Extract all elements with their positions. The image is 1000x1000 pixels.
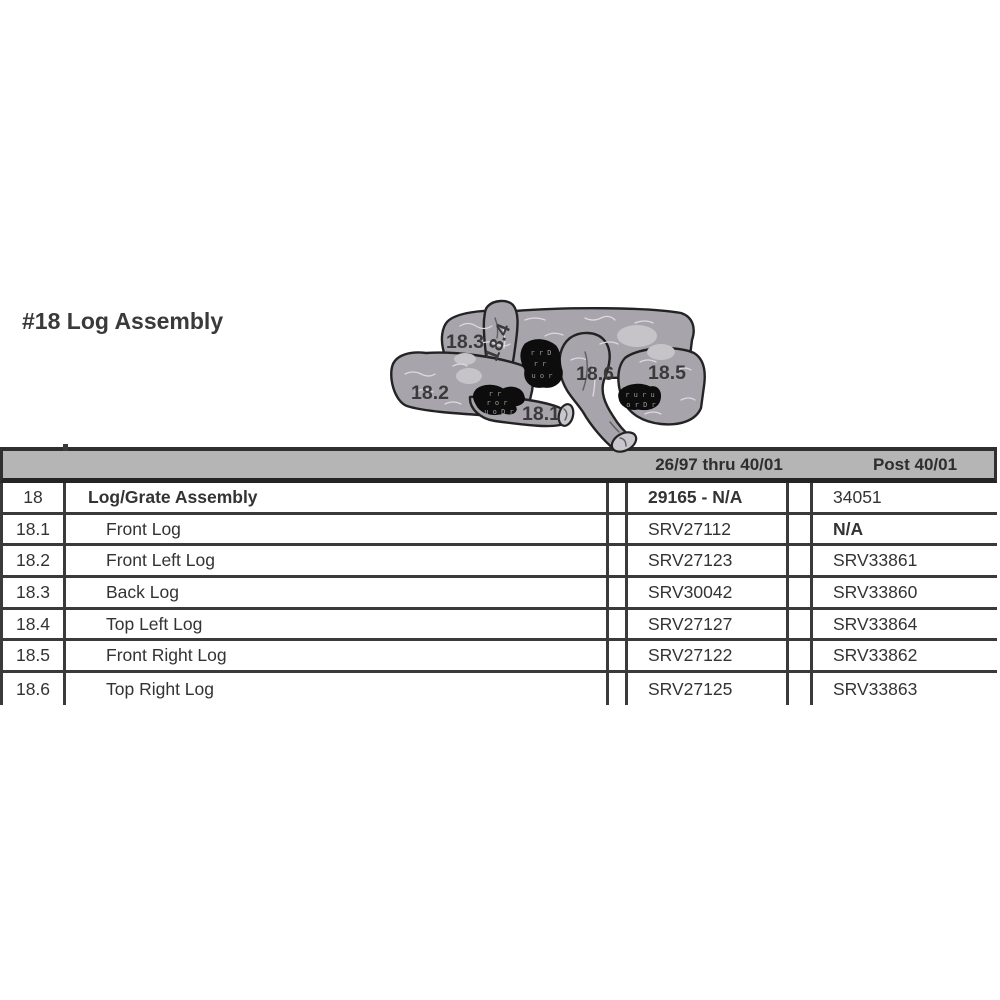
row-part-early-range: SRV30042 (628, 578, 789, 607)
column-spacer (609, 515, 628, 544)
char-texture: u o D r (484, 408, 514, 416)
table-row (0, 515, 997, 547)
char-texture: r r (488, 390, 502, 398)
row-description: Top Right Log (66, 673, 609, 705)
row-item-number: 18.1 (3, 515, 66, 544)
char-texture: r r (533, 360, 547, 368)
table-row (0, 578, 997, 610)
label-front-right-log: 18.5 (648, 362, 686, 384)
bark-highlight (454, 353, 476, 365)
column-spacer (609, 578, 628, 607)
column-header-early-range: 26/97 thru 40/01 (655, 455, 783, 474)
label-top-left-log: 18.4 (480, 320, 516, 365)
char-texture: r r D (530, 349, 552, 357)
bark-highlight (647, 344, 675, 360)
table-row (0, 610, 997, 642)
column-spacer (789, 641, 813, 670)
column-spacer (789, 546, 813, 575)
column-spacer (609, 610, 628, 639)
row-part-late-range: SRV33860 (833, 581, 918, 602)
column-spacer (609, 483, 628, 512)
row-item-number: 18.3 (3, 578, 66, 607)
row-part-late-range: SRV33862 (833, 645, 918, 666)
row-part-late-range: SRV33864 (833, 613, 918, 634)
column-header-late-range: Post 40/01 (872, 455, 958, 474)
row-description: Front Right Log (66, 641, 609, 670)
row-part-early-range: SRV27125 (628, 673, 789, 705)
table-row (0, 483, 997, 515)
row-part-early-range: SRV27122 (628, 641, 789, 670)
column-spacer (789, 515, 813, 544)
table-row (0, 546, 997, 578)
row-item-number: 18.2 (3, 546, 66, 575)
parts-table-rows (0, 483, 997, 705)
column-spacer (609, 641, 628, 670)
row-description: Front Log (66, 515, 609, 544)
column-spacer (789, 578, 813, 607)
row-part-late-range: SRV33861 (833, 550, 918, 571)
char-texture: o r D r (626, 401, 656, 409)
log-assembly-drawing (385, 296, 715, 462)
row-part-late-range: SRV33863 (833, 678, 918, 699)
bark-highlight (456, 368, 482, 384)
row-part-early-range: SRV27112 (628, 515, 789, 544)
row-part-early-range: SRV27127 (628, 610, 789, 639)
column-spacer (609, 673, 628, 705)
page-title: #18 Log Assembly (22, 308, 224, 334)
label-back-log: 18.3 (446, 331, 484, 353)
char-texture: u o r (531, 372, 553, 380)
row-description: Log/Grate Assembly (66, 483, 609, 512)
row-description: Top Left Log (66, 610, 609, 639)
bark-highlight (617, 325, 657, 347)
row-part-late-range: N/A (833, 518, 864, 539)
row-item-number: 18.4 (3, 610, 66, 639)
table-divider-remnant (63, 444, 68, 451)
table-row (0, 673, 997, 705)
label-front-left-log: 18.2 (411, 382, 449, 404)
column-spacer (789, 673, 813, 705)
column-spacer (609, 546, 628, 575)
parts-table (0, 447, 997, 705)
row-part-late-range: 34051 (833, 486, 882, 507)
log-assembly-illustration (385, 296, 715, 462)
row-item-number: 18.5 (3, 641, 66, 670)
char-texture: r u r u (625, 391, 655, 399)
row-part-early-range: 29165 - N/A (628, 483, 789, 512)
row-item-number: 18.6 (3, 673, 66, 705)
char-texture: r o r (486, 399, 508, 407)
label-top-right-log: 18.6 (576, 363, 614, 385)
row-description: Back Log (66, 578, 609, 607)
table-row (0, 641, 997, 673)
row-description: Front Left Log (66, 546, 609, 575)
row-part-early-range: SRV27123 (628, 546, 789, 575)
column-spacer (789, 483, 813, 512)
row-item-number: 18 (3, 483, 66, 512)
column-spacer (789, 610, 813, 639)
label-front-log: 18.1 (522, 403, 560, 425)
